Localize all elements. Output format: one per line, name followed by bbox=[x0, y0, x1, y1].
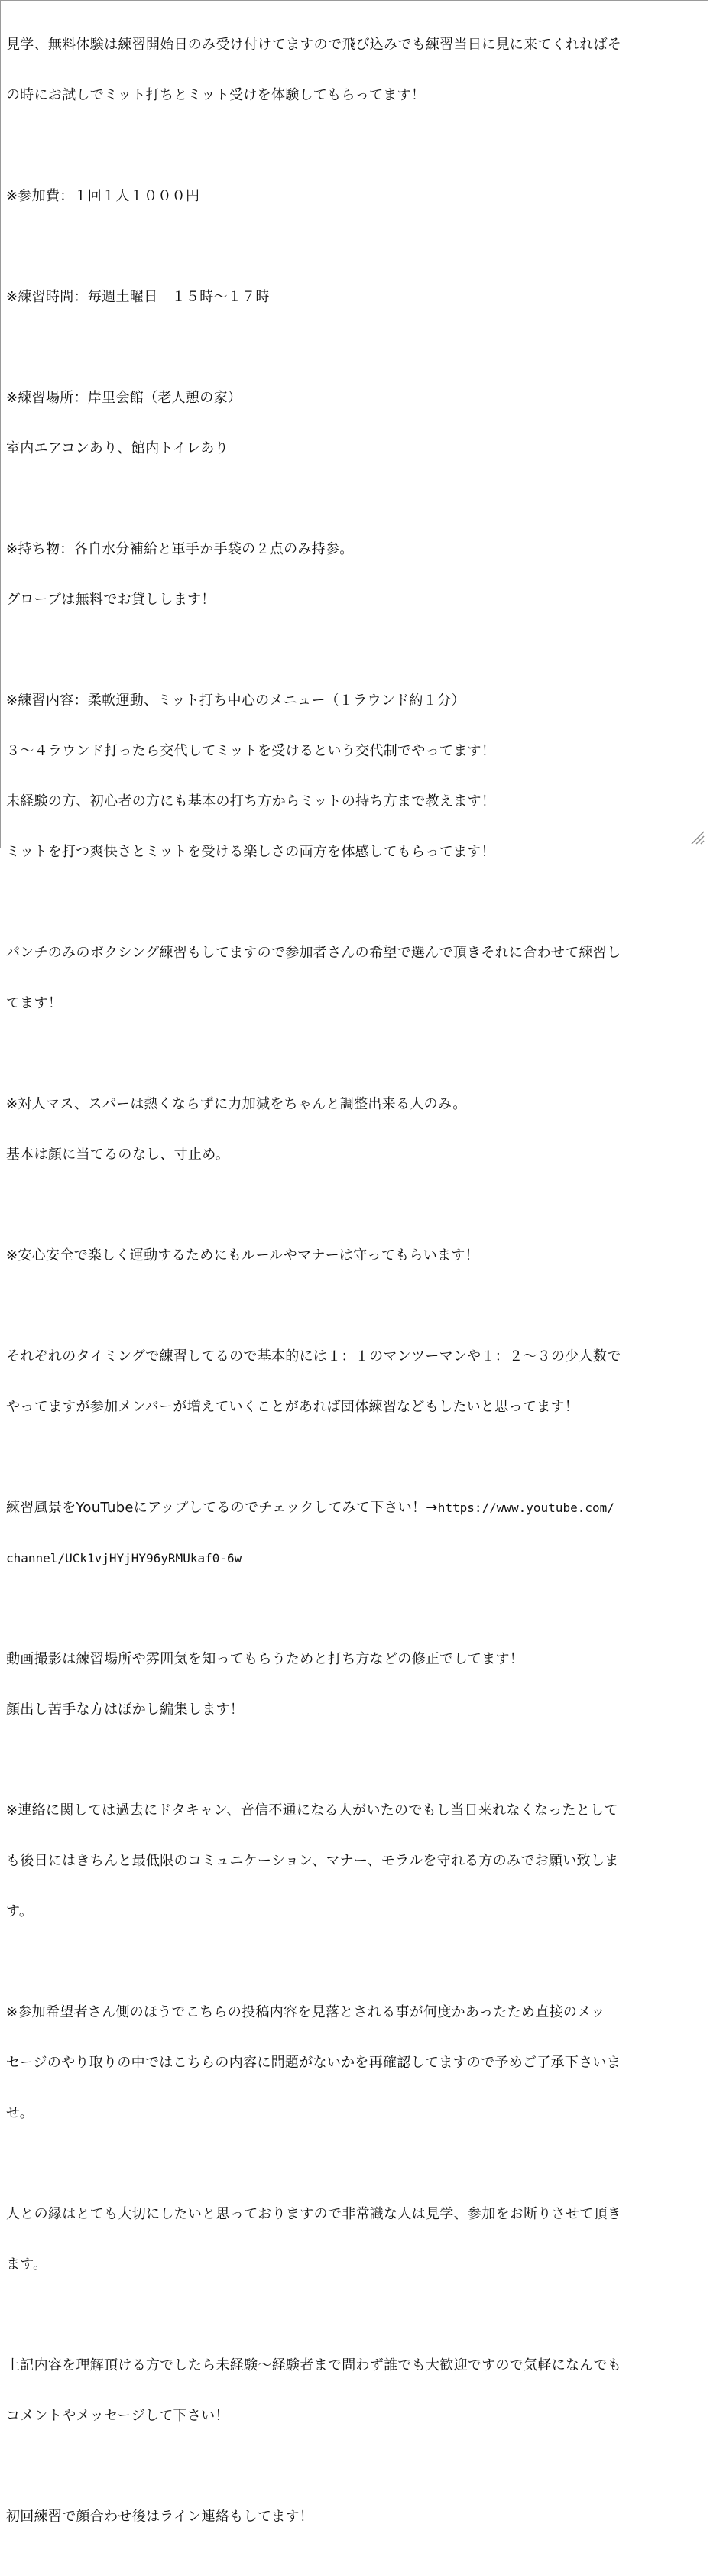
paragraph-belongings bbox=[6, 508, 703, 642]
paragraph-sparring bbox=[6, 1063, 703, 1197]
text-line: ※安心安全で楽しく運動するためにもルールやマナーは守ってもらいます！ bbox=[6, 1247, 479, 1264]
paragraph-youtube bbox=[6, 1466, 703, 1601]
text-line: せ。 bbox=[6, 2105, 34, 2121]
text-line: セージのやり取りの中ではこちらの内容に問題がないかを再確認してますので予めご了承下さいま bbox=[6, 2055, 621, 2071]
text-line: ※練習場所：岸里会館（老人憩の家） bbox=[6, 390, 242, 406]
paragraph-time bbox=[6, 255, 703, 339]
text-line: の時にお試しでミット打ちとミット受けを体験してもらってます！ bbox=[6, 87, 426, 103]
text-line: ※連絡に関しては過去にドタキャン、音信不通になる人がいたのでもし当日来れなくなったとして bbox=[6, 1802, 618, 1818]
textarea-text[interactable] bbox=[6, 3, 703, 2576]
text-line: ※練習内容：柔軟運動、ミット打ち中心のメニュー（１ラウンド約１分） bbox=[6, 693, 465, 709]
paragraph-welcome bbox=[6, 2324, 703, 2458]
paragraph-content bbox=[6, 659, 703, 894]
text-line: やってますが参加メンバーが増えていくことがあれば団体練習などもしたいと思ってます！ bbox=[6, 1399, 579, 1415]
text-line: ※参加希望者さん側のほうでこちらの投稿内容を見落とされる事が何度かあったため直接のメッ bbox=[6, 2004, 605, 2020]
text-line: 動画撮影は練習場所や雰囲気を知ってもらうためと打ち方などの修正でしてます！ bbox=[6, 1651, 524, 1667]
text-line: も後日にはきちんと最低限のコミュニケーション、マナー、モラルを守れる方のみでお願い致しま bbox=[6, 1853, 619, 1869]
paragraph-rules bbox=[6, 1214, 703, 1298]
text-line: グローブは無料でお貸しします！ bbox=[6, 592, 216, 608]
text-line: 見学、無料体験は練習開始日のみ受け付けてますので飛び込みでも練習当日に見に来てくれればそ bbox=[6, 37, 622, 53]
text-line: ※持ち物：各自水分補給と軍手か手袋の２点のみ持参。 bbox=[6, 541, 354, 557]
text-line: コメントやメッセージして下さい！ bbox=[6, 2408, 229, 2424]
text-line: す。 bbox=[6, 1903, 34, 1919]
paragraph-place bbox=[6, 356, 703, 491]
text-line: ※参加費：１回１人１０００円 bbox=[6, 188, 200, 204]
resize-grip-icon[interactable] bbox=[688, 828, 705, 845]
text-line bbox=[6, 1500, 703, 1517]
paragraph-relationship bbox=[6, 2172, 703, 2307]
paragraph-contact bbox=[6, 1769, 703, 1954]
text-line: ３〜４ラウンド打ったら交代してミットを受けるという交代制でやってます！ bbox=[6, 743, 496, 759]
paragraph-intro bbox=[6, 3, 703, 138]
text-line: 人との縁はとても大切にしたいと思っておりますので非常識な人は見学、参加をお断りさせて頂き bbox=[6, 2206, 622, 2222]
resize-grip-svg bbox=[688, 828, 705, 845]
text-line: それぞれのタイミングで練習してるので基本的には１：１のマンツーマンや１：２〜３の少人数で bbox=[6, 1348, 621, 1364]
paragraph-line-contact bbox=[6, 2475, 703, 2559]
text-line: 初回練習で顔合わせ後はライン連絡もしてます！ bbox=[6, 2509, 314, 2525]
text-line: 顔出し苦手な方はぼかし編集します！ bbox=[6, 1702, 245, 1718]
paragraph-fee bbox=[6, 154, 703, 238]
youtube-text: 練習風景をYouTubeにアップしてるのでチェックしてみて下さい！→ bbox=[6, 1500, 438, 1516]
text-line: 上記内容を理解頂ける方でしたら未経験〜経験者まで問わず誰でも大歓迎ですので気軽になんでも bbox=[6, 2357, 622, 2373]
text-line: 基本は顔に当てるのなし、寸止め。 bbox=[6, 1147, 230, 1163]
paragraph-notice bbox=[6, 1971, 703, 2156]
paragraph-video bbox=[6, 1617, 703, 1752]
text-line: ※対人マス、スパーは熱くならずに力加減をちゃんと調整出来る人のみ。 bbox=[6, 1096, 467, 1112]
youtube-url-continued: channel/UCk1vjHYjHY96yRMUkaf0-6w bbox=[6, 1551, 242, 1565]
paragraph-boxing bbox=[6, 911, 703, 1046]
text-line: 未経験の方、初心者の方にも基本の打ち方からミットの持ち方まで教えます！ bbox=[6, 793, 496, 809]
text-line: パンチのみのボクシング練習もしてますので参加者さんの希望で選んで頂きそれに合わせて練習し bbox=[6, 945, 621, 961]
text-line: ます。 bbox=[6, 2256, 47, 2273]
text-line: ミットを打つ爽快さとミットを受ける楽しさの両方を体感してもらってます！ bbox=[6, 844, 495, 860]
youtube-url: https://www.youtube.com/ bbox=[437, 1501, 614, 1515]
text-line: 室内エアコンあり、館内トイレあり bbox=[6, 440, 229, 456]
paragraph-timing bbox=[6, 1315, 703, 1449]
text-line: てます！ bbox=[6, 995, 63, 1011]
text-line: ※練習時間：毎週土曜日 １５時〜１７時 bbox=[6, 289, 270, 305]
